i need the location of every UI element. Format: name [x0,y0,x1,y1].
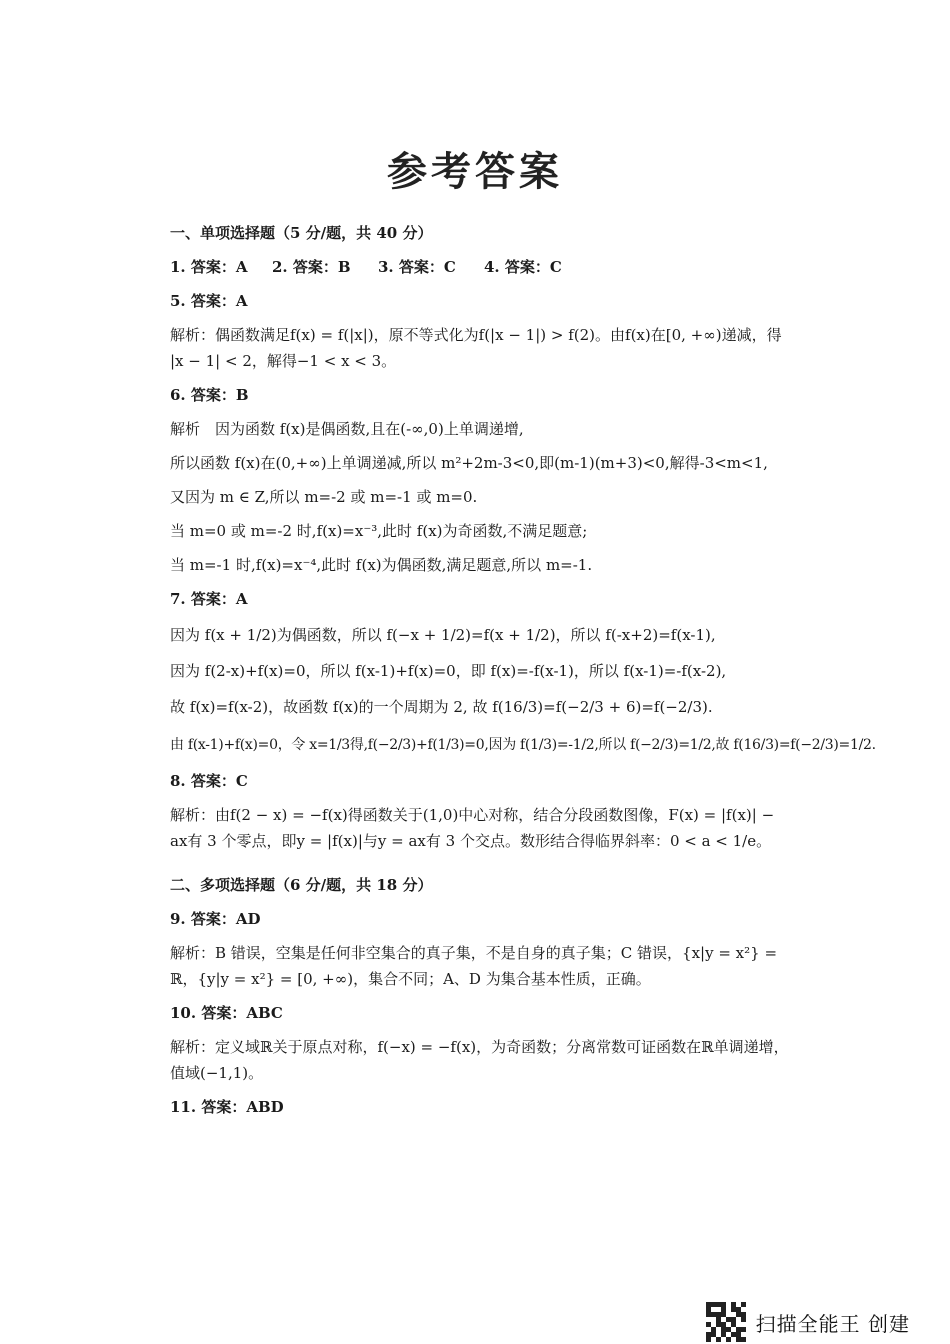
explanation-6-line-5: 当 m=-1 时,f(x)=x⁻⁴,此时 f(x)为偶函数,满足题意,所以 m=-1. [170,556,593,574]
explanation-6-line-2: 所以函数 f(x)在(0,+∞)上单调递减,所以 m²+2m-3<0,即(m-1)(m+3)<0,解得-3<m<1, [170,454,768,472]
explanation-8-line-1: 解析：由f(2 − x) = −f(x)得函数关于(1,0)中心对称，结合分段函数图像，F(x) = |f(x)| − [170,806,775,824]
answer-11: 11. 答案：ABD [170,1098,284,1116]
explanation-6-line-4: 当 m=0 或 m=-2 时,f(x)=x⁻³,此时 f(x)为奇函数,不满足题意; [170,522,588,540]
explanation-7-line-4: 由 f(x-1)+f(x)=0，令 x=1/3得,f(−2/3)+f(1/3)=0,因为 f(1/3)=-1/2,所以 f(−2/3)=1/2,故 f(16/3)=f(−2/3)=1/2. [170,737,876,753]
answer-7: 7. 答案：A [170,590,248,608]
explanation-9-line-1: 解析：B 错误，空集是任何非空集合的真子集，不是自身的真子集；C 错误，{x|y = x²} = [170,944,778,962]
watermark-text: 扫描全能王 创建 [755,1311,910,1336]
answer-1: 1. 答案：A [170,258,248,276]
explanation-7-line-3: 故 f(x)=f(x-2)，故函数 f(x)的一个周期为 2, 故 f(16/3)=f(−2/3 + 6)=f(−2/3). [170,698,713,716]
answer-4: 4. 答案：C [484,258,562,276]
answer-6: 6. 答案：B [170,386,249,404]
answer-9: 9. 答案：AD [170,910,261,928]
explanation-7-line-2: 因为 f(2-x)+f(x)=0，所以 f(x-1)+f(x)=0，即 f(x)=-f(x-1)，所以 f(x-1)=-f(x-2), [170,662,727,680]
explanation-6-line-1: 解析 因为函数 f(x)是偶函数,且在(-∞,0)上单调递增, [170,420,524,438]
answer-2: 2. 答案：B [272,258,351,276]
qr-code-icon [706,1302,746,1342]
answer-3: 3. 答案：C [378,258,456,276]
explanation-7-line-1: 因为 f(x + 1/2)为偶函数，所以 f(−x + 1/2)=f(x + 1/2)，所以 f(-x+2)=f(x-1), [170,626,716,644]
explanation-5-line-1: 解析：偶函数满足f(x) = f(|x|)，原不等式化为f(|x − 1|) > f(2)。由f(x)在[0, +∞)递减，得 [170,326,782,344]
answer-10: 10. 答案：ABC [170,1004,283,1022]
answer-content [170,218,876,1128]
page-title: 参考答案 [387,149,563,195]
explanation-8-line-2: ax有 3 个零点，即y = |f(x)|与y = ax有 3 个交点。数形结合得临界斜率：0 < a < 1/e。 [170,832,772,850]
explanation-5-line-2: |x − 1| < 2，解得−1 < x < 3。 [170,352,397,370]
explanation-6-line-3: 又因为 m ∈ Z,所以 m=-2 或 m=-1 或 m=0. [170,488,478,506]
explanation-10-line-2: 值域(−1,1)。 [170,1064,264,1082]
section-heading-multiple-choice: 二、多项选择题（6 分/题，共 18 分） [170,876,433,894]
answers-1-4 [170,254,790,280]
section-heading-single-choice: 一、单项选择题（5 分/题，共 40 分） [170,224,433,242]
explanation-9-line-2: ℝ，{y|y = x²} = [0, +∞)，集合不同；A、D 为集合基本性质，正确。 [170,970,651,988]
answer-5: 5. 答案：A [170,292,248,310]
explanation-10-line-1: 解析：定义域ℝ关于原点对称，f(−x) = −f(x)，为奇函数；分离常数可证函数在ℝ单调递增， [170,1038,789,1056]
scanner-watermark [706,1302,910,1342]
answer-8: 8. 答案：C [170,772,248,790]
